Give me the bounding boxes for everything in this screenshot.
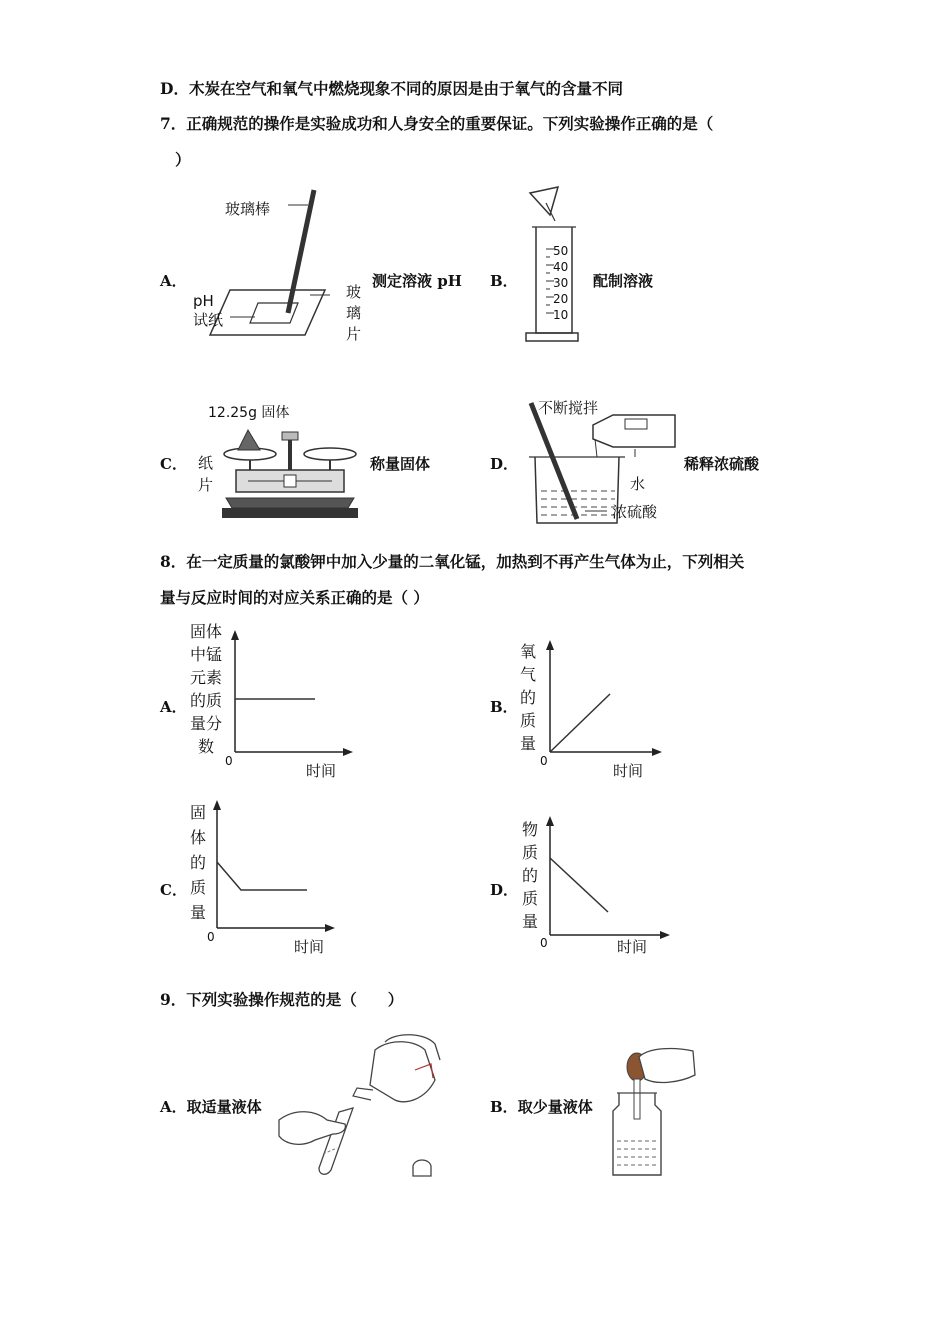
ylabel-line: 质 (190, 878, 207, 897)
q7-option-d-caption: 稀释浓硫酸 (684, 455, 760, 473)
cylinder-scale (553, 243, 568, 323)
graph-d (540, 816, 680, 941)
q8-stem-line1: 8．在一定质量的氯酸钾中加入少量的二氧化锰，加热到不再产生气体为止，下列相关 (160, 552, 745, 571)
ylabel-line: 的 (520, 688, 537, 707)
ylabel-line: 物 (522, 820, 539, 839)
q7-option-a-letter: A． (160, 272, 187, 290)
graph-c-ylabel (190, 800, 206, 925)
ph-paper-label (193, 292, 223, 330)
graph-a-xlabel: 时间 (306, 762, 337, 780)
graph-c (207, 800, 347, 935)
q8-graph-a-letter: A． (160, 698, 187, 716)
ylabel-line: 元素 (190, 668, 223, 687)
q8-graph-b-letter: B． (490, 698, 518, 716)
q9-stem: 9．下列实验操作规范的是（ ） (160, 990, 404, 1009)
glass-rod-label: 玻璃棒 (225, 200, 271, 218)
graph-d-ylabel (522, 818, 538, 933)
graph-a (225, 630, 365, 760)
ylabel-line: 的质 (190, 691, 223, 710)
ylabel-line: 量 (522, 912, 539, 931)
q7-option-a-caption: 测定溶液 pH (372, 272, 462, 290)
q9-option-b-caption: 取少量液体 (517, 1098, 593, 1116)
scale-tick: 50 (553, 244, 569, 258)
solid-mass-label: 12.25g 固体 (208, 405, 290, 421)
graph-a-origin: 0 (225, 754, 233, 768)
graph-c-curve (217, 862, 307, 890)
q7-option-b-caption: 配制溶液 (593, 272, 654, 290)
graph-c-origin: 0 (207, 930, 215, 944)
acid-label: 浓硫酸 (612, 503, 658, 521)
q8-graph-d-letter: D． (490, 881, 519, 899)
stir-label: 不断搅拌 (538, 399, 599, 417)
graph-d-curve (550, 858, 608, 912)
balance-illustration (218, 420, 358, 522)
ylabel-line: 量 (520, 734, 537, 753)
q7-option-c-caption: 称量固体 (370, 455, 431, 473)
ylabel-line: 中锰 (190, 645, 223, 664)
dropper-illustration (605, 1045, 700, 1180)
paper-char: 纸 (198, 454, 214, 472)
graph-a-ylabel (190, 620, 222, 758)
glass-plate-label (346, 282, 361, 345)
graph-b (540, 640, 675, 760)
ylabel-line: 的 (190, 853, 207, 872)
q9-option-a (160, 1096, 262, 1117)
paper-char: 片 (198, 476, 214, 494)
q8-graph-c-letter: C． (160, 881, 187, 899)
graph-b-origin: 0 (540, 754, 548, 768)
q9-option-b (490, 1096, 593, 1117)
ylabel-line: 量 (190, 903, 207, 922)
ylabel-line: 固 (190, 803, 207, 822)
q7-stem: 7．正确规范的操作是实验成功和人身安全的重要保证。下列实验操作正确的是（ (160, 114, 714, 133)
test-paper-label: 试纸 (193, 311, 224, 329)
ylabel-line: 体 (190, 828, 207, 847)
graph-b-ylabel (520, 640, 536, 755)
glass-plate-char: 片 (346, 325, 362, 343)
q7-stem-end: ） (175, 150, 191, 169)
graph-b-xlabel: 时间 (613, 762, 644, 780)
q7-option-b-letter: B． (490, 272, 518, 290)
ylabel-line: 质 (520, 711, 537, 730)
q7-option-d-letter: D． (490, 455, 519, 473)
glass-plate-char: 玻 (346, 283, 362, 301)
ylabel-line: 的 (522, 866, 539, 885)
ylabel-line: 氧 (520, 642, 537, 661)
ylabel-line: 量分 (190, 714, 223, 733)
q8-stem-line2: 量与反应时间的对应关系正确的是（ ） (160, 588, 429, 607)
ph-label: pH (193, 292, 214, 310)
ylabel-line: 质 (522, 889, 539, 908)
pour-liquid-illustration (275, 1030, 445, 1180)
q9-option-a-letter: A． (160, 1098, 187, 1116)
option-d-statement: D．木炭在空气和氧气中燃烧现象不同的原因是由于氧气的含量不同 (160, 79, 623, 98)
ylabel-line: 气 (520, 665, 537, 684)
graph-b-curve (550, 694, 610, 752)
paper-label (198, 452, 213, 496)
ylabel-line: 质 (522, 843, 539, 862)
q9-option-b-letter: B． (490, 1098, 518, 1116)
scale-tick: 20 (553, 292, 569, 306)
scale-tick: 10 (553, 308, 569, 322)
scale-tick: 30 (553, 276, 569, 290)
ylabel-line: 数 (198, 737, 215, 756)
ylabel-line: 固体 (190, 622, 223, 641)
q9-option-a-caption: 取适量液体 (186, 1098, 262, 1116)
glass-plate-char: 璃 (346, 304, 362, 322)
graph-d-xlabel: 时间 (617, 938, 648, 956)
graph-d-origin: 0 (540, 936, 548, 950)
scale-tick: 40 (553, 260, 569, 274)
q7-option-c-letter: C． (160, 455, 187, 473)
water-label: 水 (630, 475, 646, 493)
graph-c-xlabel: 时间 (294, 938, 325, 956)
